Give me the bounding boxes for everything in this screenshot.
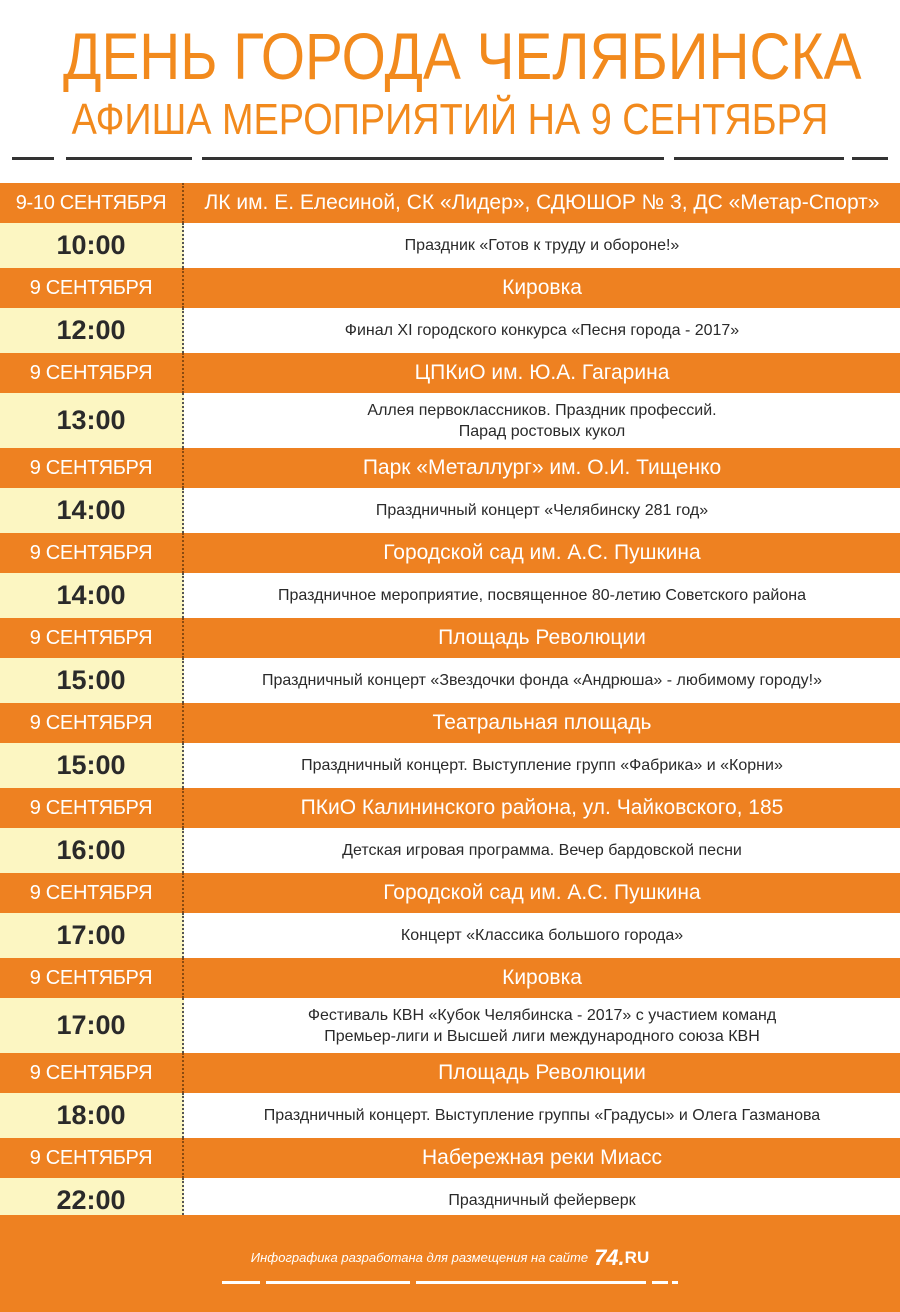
venue-row: [0, 533, 900, 573]
venue-cell: [184, 873, 900, 913]
event-row: [0, 1093, 900, 1138]
date-label: 9 СЕНТЯБРЯ: [29, 1061, 153, 1084]
venue-row: [0, 353, 900, 393]
date-cell: [0, 703, 184, 743]
header-divider: [12, 157, 54, 160]
date-cell: [0, 618, 184, 658]
time-cell: [0, 488, 184, 533]
venue-label: ЦПКиО им. Ю.А. Гагарина: [414, 361, 670, 384]
event-text-line: Праздничное мероприятие, посвященное 80-летию Советского района: [278, 587, 806, 604]
event-text: [357, 400, 726, 442]
date-cell: [0, 353, 184, 393]
venue-cell: [184, 268, 900, 308]
event-cell: [184, 393, 900, 448]
footer: [0, 1215, 900, 1312]
event-text-line: Парад ростовых кукол: [458, 422, 626, 440]
event-text: [252, 670, 832, 691]
time-label: 15:00: [56, 665, 126, 695]
header-divider: [674, 157, 844, 160]
venue-row: [0, 788, 900, 828]
event-row: [0, 223, 900, 268]
event-row: [0, 488, 900, 533]
header-divider: [852, 157, 888, 160]
footer-credit-text: Инфографика разработана для размещения на сайте: [250, 1250, 589, 1265]
date-label: 9 СЕНТЯБРЯ: [29, 881, 153, 904]
date-cell: [0, 268, 184, 308]
venue-label: Набережная реки Миасс: [422, 1146, 662, 1169]
time-cell: [0, 998, 184, 1053]
date-label: 9 СЕНТЯБРЯ: [29, 456, 153, 479]
venue-label: Театральная площадь: [432, 711, 652, 734]
header-divider: [202, 157, 664, 160]
time-cell: [0, 1093, 184, 1138]
time-label: 14:00: [56, 495, 126, 525]
date-cell: [0, 1138, 184, 1178]
event-text-line: Фестиваль КВН «Кубок Челябинска - 2017» с участием команд: [307, 1006, 777, 1024]
event-text: [254, 1105, 830, 1126]
date-label: 9-10 СЕНТЯБРЯ: [15, 191, 167, 214]
event-text-line: Концерт «Классика большого города»: [400, 927, 684, 944]
time-label: 17:00: [56, 1010, 126, 1040]
date-cell: [0, 183, 184, 223]
time-cell: [0, 573, 184, 618]
event-text: [391, 925, 693, 946]
event-cell: [184, 828, 900, 873]
event-cell: [184, 1093, 900, 1138]
venue-label: Городской сад им. А.С. Пушкина: [383, 541, 701, 564]
site-logo-dot: .: [618, 1245, 625, 1270]
venue-cell: [184, 183, 900, 223]
time-label: 18:00: [56, 1100, 126, 1130]
venue-row: [0, 958, 900, 998]
venue-cell: [184, 958, 900, 998]
time-cell: [0, 308, 184, 353]
event-text-line: Детская игровая программа. Вечер бардовской песни: [342, 842, 742, 859]
time-cell: [0, 658, 184, 703]
date-cell: [0, 533, 184, 573]
venue-row: [0, 183, 900, 223]
event-text: [438, 1190, 645, 1211]
venue-row: [0, 1053, 900, 1093]
date-cell: [0, 448, 184, 488]
venue-cell: [184, 448, 900, 488]
footer-divider: [672, 1281, 678, 1284]
venue-cell: [184, 533, 900, 573]
event-text-line: Праздничный концерт «Челябинску 281 год»: [375, 502, 709, 519]
time-cell: [0, 223, 184, 268]
time-label: 12:00: [56, 315, 126, 345]
site-logo-tld[interactable]: RU: [624, 1248, 650, 1267]
event-text: [335, 320, 749, 341]
event-cell: [184, 573, 900, 618]
venue-row: [0, 268, 900, 308]
event-text: [395, 235, 690, 256]
venue-row: [0, 873, 900, 913]
time-label: 15:00: [56, 750, 126, 780]
event-text: [268, 585, 816, 606]
schedule: [0, 183, 900, 1223]
event-row: [0, 393, 900, 448]
date-label: 9 СЕНТЯБРЯ: [29, 276, 153, 299]
event-text-line: Праздничный концерт «Звездочки фонда «Андрюша» - любимому городу!»: [262, 672, 822, 689]
venue-row: [0, 703, 900, 743]
event-row: [0, 308, 900, 353]
event-cell: [184, 223, 900, 268]
date-label: 9 СЕНТЯБРЯ: [29, 966, 153, 989]
event-text-line: Праздничный концерт. Выступление группы «Градусы» и Олега Газманова: [263, 1107, 821, 1124]
venue-cell: [184, 1053, 900, 1093]
footer-divider: [652, 1281, 668, 1284]
date-label: 9 СЕНТЯБРЯ: [29, 796, 153, 819]
date-label: 9 СЕНТЯБРЯ: [29, 711, 153, 734]
footer-divider: [416, 1281, 646, 1284]
date-cell: [0, 873, 184, 913]
event-text: [366, 500, 718, 521]
time-label: 17:00: [56, 920, 126, 950]
date-label: 9 СЕНТЯБРЯ: [29, 361, 153, 384]
event-text-line: Финал XI городского конкурса «Песня города - 2017»: [344, 322, 740, 339]
date-cell: [0, 788, 184, 828]
time-cell: [0, 743, 184, 788]
footer-divider: [222, 1281, 260, 1284]
event-text-line: Праздничный концерт. Выступление групп «Фабрика» и «Корни»: [301, 757, 783, 774]
time-label: 22:00: [56, 1185, 126, 1215]
venue-row: [0, 1138, 900, 1178]
event-cell: [184, 308, 900, 353]
event-text-line: Праздничный фейерверк: [448, 1192, 636, 1209]
site-logo-number[interactable]: 74: [594, 1245, 619, 1270]
event-cell: [184, 488, 900, 533]
venue-label: Городской сад им. А.С. Пушкина: [383, 881, 701, 904]
venue-cell: [184, 1138, 900, 1178]
event-row: [0, 743, 900, 788]
event-row: [0, 828, 900, 873]
venue-row: [0, 448, 900, 488]
event-row: [0, 573, 900, 618]
event-cell: [184, 998, 900, 1053]
event-text: [298, 1005, 786, 1047]
event-text-line: Праздник «Готов к труду и обороне!»: [404, 237, 680, 254]
date-cell: [0, 1053, 184, 1093]
venue-row: [0, 618, 900, 658]
event-row: [0, 998, 900, 1053]
time-label: 13:00: [56, 405, 126, 435]
header: [0, 0, 900, 180]
venue-label: Парк «Металлург» им. О.И. Тищенко: [362, 456, 722, 479]
time-label: 10:00: [56, 230, 126, 260]
page-subtitle: АФИША МЕРОПРИЯТИЙ НА 9 СЕНТЯБРЯ: [71, 95, 829, 144]
time-cell: [0, 393, 184, 448]
event-cell: [184, 658, 900, 703]
venue-label: Кировка: [502, 276, 582, 299]
event-text: [332, 840, 752, 861]
event-text-line: Премьер-лиги и Высшей лиги международного союза КВН: [324, 1027, 760, 1045]
date-label: 9 СЕНТЯБРЯ: [29, 626, 153, 649]
time-cell: [0, 913, 184, 958]
event-text-line: Аллея первоклассников. Праздник профессий.: [367, 401, 717, 419]
venue-cell: [184, 353, 900, 393]
footer-credit: [0, 1245, 900, 1271]
venue-label: Площадь Революции: [438, 626, 646, 649]
venue-cell: [184, 788, 900, 828]
date-label: 9 СЕНТЯБРЯ: [29, 1146, 153, 1169]
time-label: 16:00: [56, 835, 126, 865]
event-row: [0, 658, 900, 703]
venue-label: ЛК им. Е. Елесиной, СК «Лидер», СДЮШОР № 3, ДС «Метар-Спорт»: [204, 191, 880, 214]
venue-label: ПКиО Калининского района, ул. Чайковского, 185: [300, 796, 784, 819]
event-text: [291, 755, 793, 776]
event-row: [0, 913, 900, 958]
venue-cell: [184, 703, 900, 743]
page-title: ДЕНЬ ГОРОДА ЧЕЛЯБИНСКА: [63, 19, 862, 93]
venue-cell: [184, 618, 900, 658]
time-label: 14:00: [56, 580, 126, 610]
time-cell: [0, 828, 184, 873]
date-cell: [0, 958, 184, 998]
venue-label: Площадь Революции: [438, 1061, 646, 1084]
footer-divider: [266, 1281, 410, 1284]
date-label: 9 СЕНТЯБРЯ: [29, 541, 153, 564]
event-cell: [184, 743, 900, 788]
event-cell: [184, 913, 900, 958]
venue-label: Кировка: [502, 966, 582, 989]
header-divider: [66, 157, 192, 160]
